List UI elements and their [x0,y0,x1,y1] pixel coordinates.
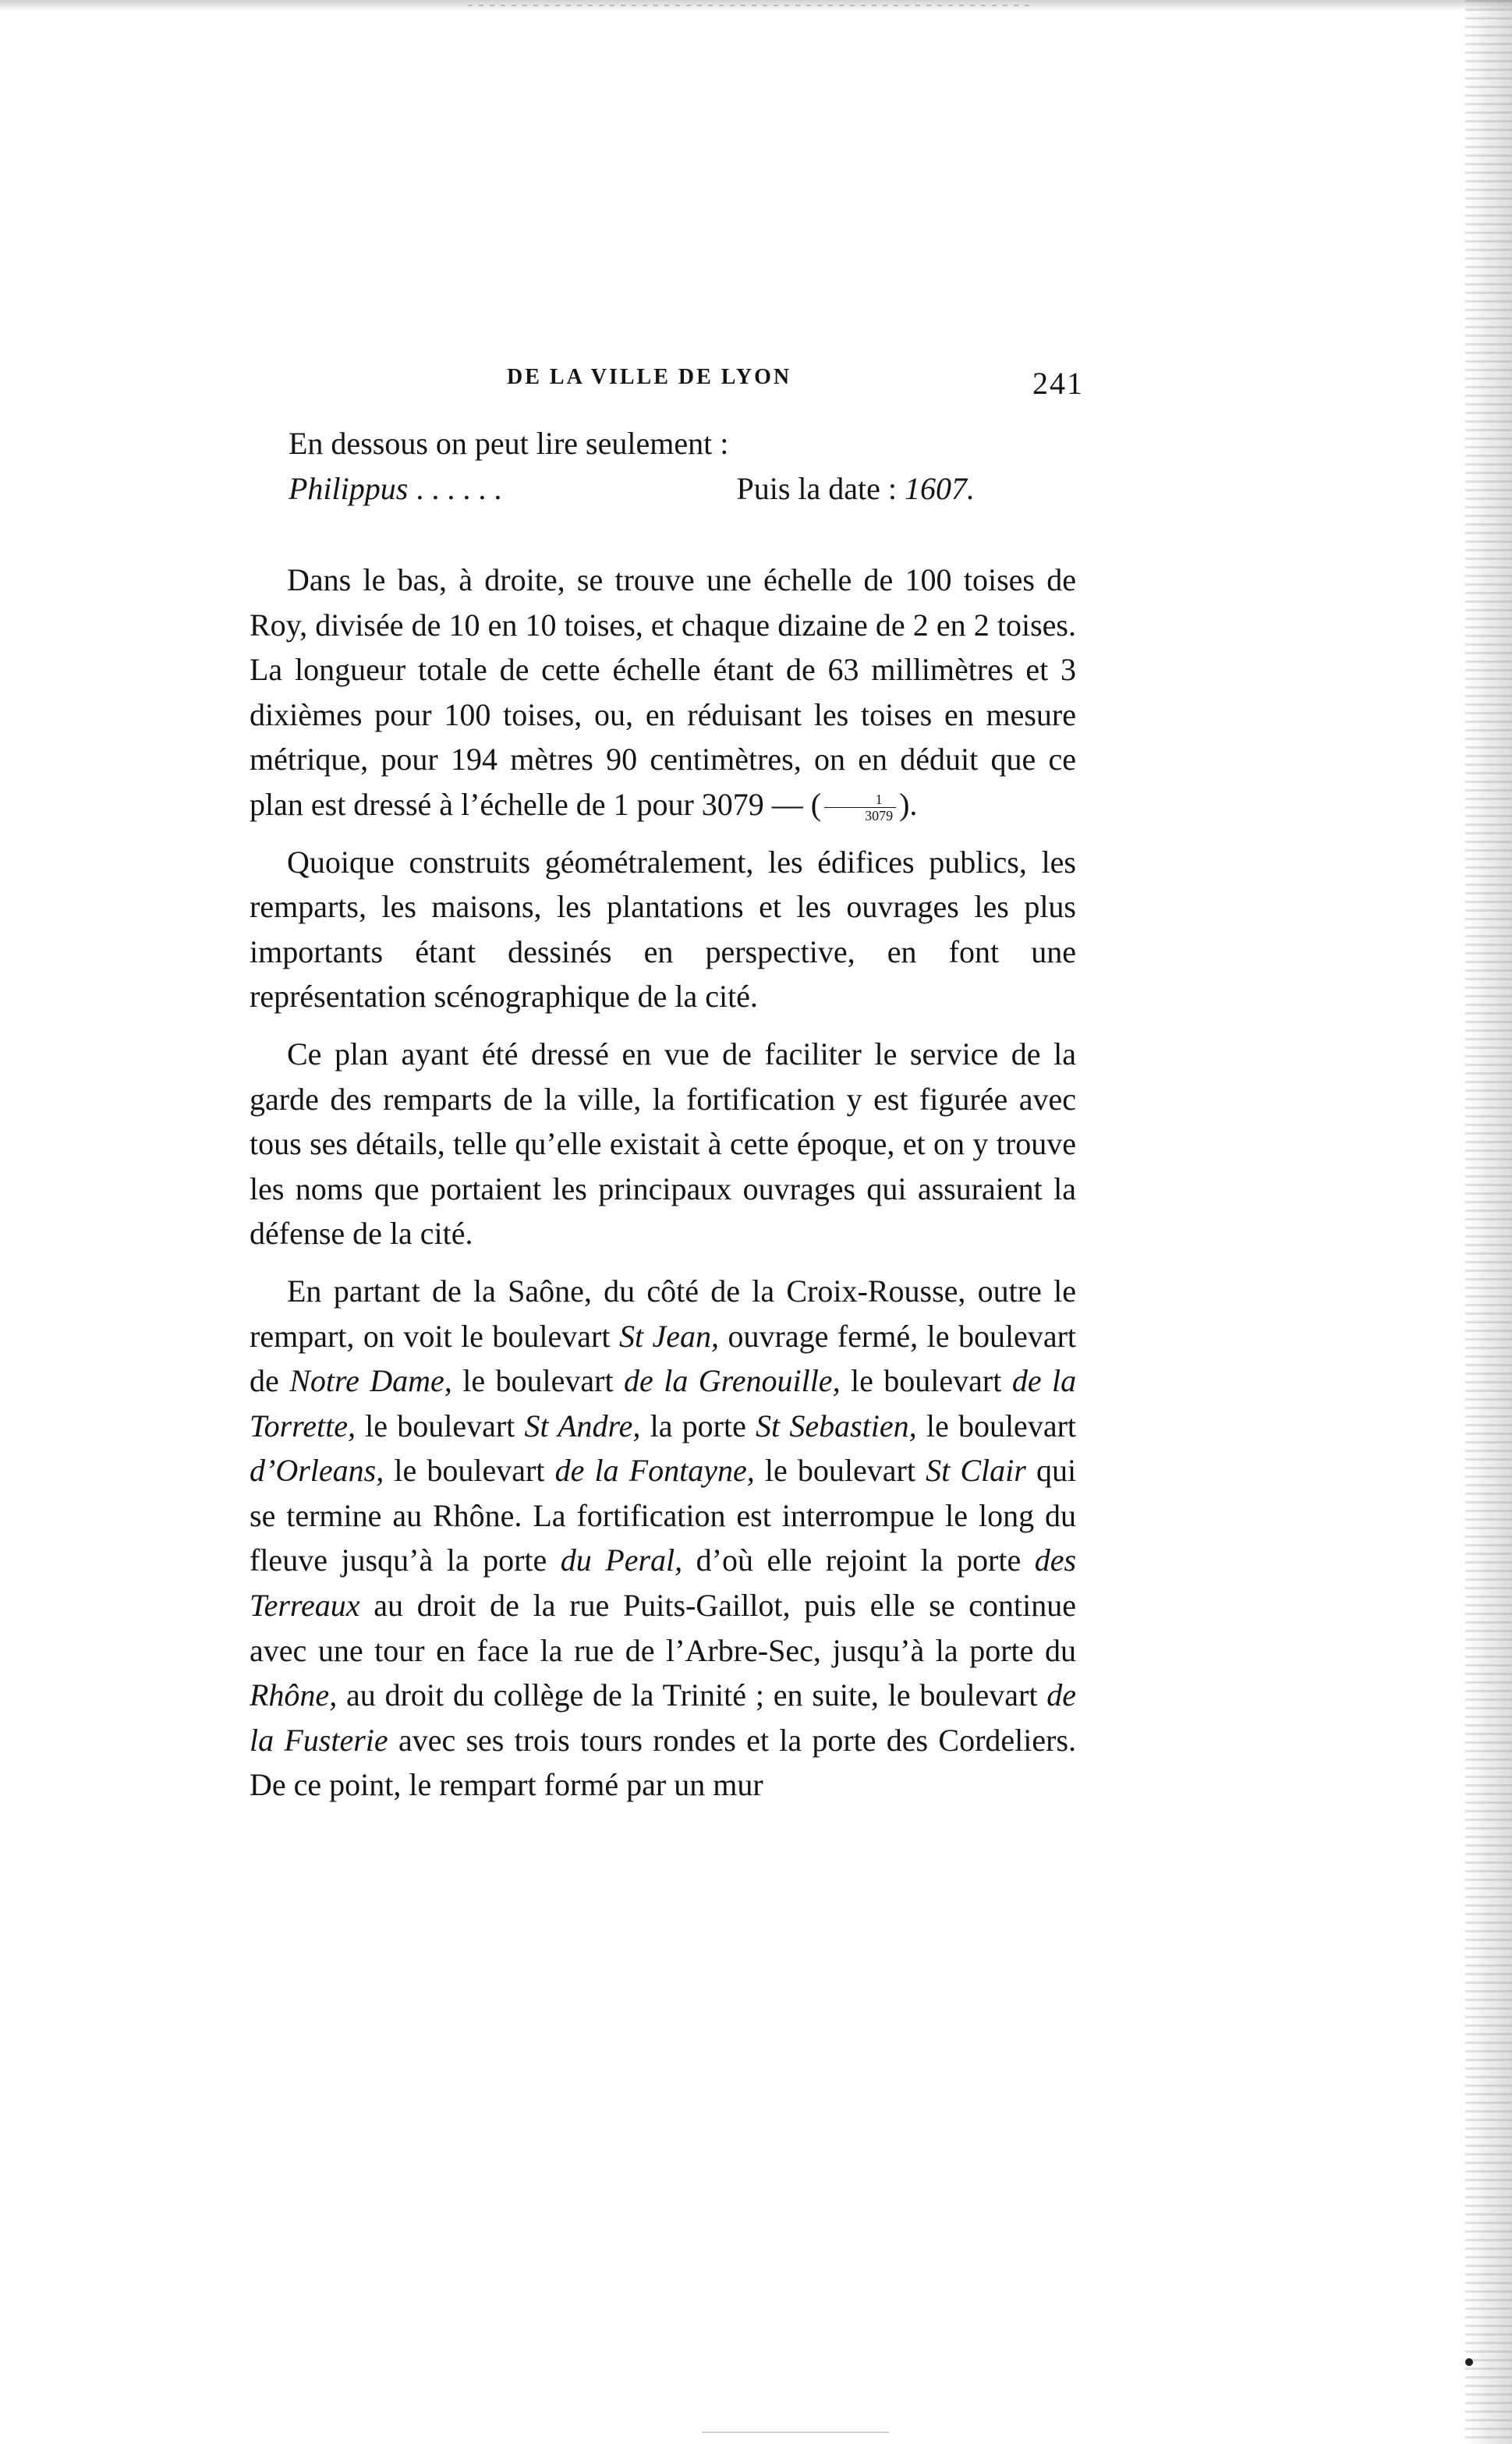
page-number: 241 [1032,366,1084,401]
route-name: de la Torrette, [250,1363,1077,1443]
body-text [250,558,1076,1820]
route-name: de la Fontayne, [554,1453,755,1489]
route-text: le boulevart [764,1453,915,1489]
signature-text: Philippus [289,471,409,506]
route-name: d’Orleans, [250,1453,384,1489]
paragraph-scale [250,558,1076,827]
route-name: du Peral, [560,1543,683,1578]
fraction-open: ( [810,786,822,822]
route-name: Rhône, [250,1677,338,1713]
route-name: des Terreaux [250,1543,1077,1624]
route-name: St Clair [926,1453,1026,1489]
scan-dot [1465,2358,1473,2366]
signature-dots: . . . . . . [416,471,502,506]
route-text: le boulevart [851,1363,1002,1399]
route-text: le boulevart [394,1453,545,1489]
route-text: avec ses trois tours rondes et la porte des Cordeliers. De ce point, le rempart formé par un mur [250,1722,1077,1803]
paragraph-construction: Quoique construits géométralement, les édifices publics, les remparts, les maisons, les plantations et les ouvrages les plus importants étant dessinés en perspective, en font une représentation scénographique de la cité. [250,844,1076,1015]
route-text: ouvrage fermé, le boulevart de [250,1318,1077,1399]
fraction-numerator: 1 [824,792,896,808]
route-name: St Sebastien, [756,1408,917,1443]
route-text: au droit du collège de la Trinité ; en suite, le boulevart [346,1677,1038,1713]
route-text: au droit de la rue Puits-Gaillot, puis elle se continue avec une tour en face la rue de l’Arbre-Sec, jusqu’à la porte du [250,1588,1077,1668]
route-text: qui se termine au Rhône. La fortification est interrompue le long du fleuve jusqu’à la porte [250,1453,1077,1578]
route-text: le boulevart [462,1363,614,1399]
route-name: de la Grenouille, [624,1363,841,1399]
page-header [250,365,1084,404]
route-text: le boulevart [926,1408,1076,1443]
paragraph-fortification: Ce plan ayant été dressé en vue de faciliter le service de la garde des remparts de la ville, la fortification y est figurée avec tous ses détails, telle qu’elle existait à cette époque, et on y trouve les noms que portaient les principaux ouvrages qui assuraient la défense de la cité. [250,1036,1076,1252]
route-name: Notre Dame, [289,1363,452,1399]
scan-edge-top-line [468,5,1029,6]
route-text: En partant de la Saône, du côté de la Croix-Rousse, outre le rempart, on voit le boulevart [250,1273,1076,1354]
route-text: la porte [650,1408,746,1443]
running-title: DE LA VILLE DE LYON [507,365,792,389]
scan-bottom-mark [702,2432,889,2433]
route-text: d’où elle rejoint la porte [696,1543,1022,1578]
intro-block [289,421,1084,512]
date-label: Puis la date : [736,471,897,506]
route-text: le boulevart [365,1408,515,1443]
scale-fraction [824,792,896,824]
scan-edge-right [1465,0,1512,2444]
route-name: de la Fusterie [250,1677,1077,1758]
fraction-close: ). [899,786,918,822]
route-name: St Jean, [618,1318,720,1354]
paragraph-route [250,1269,1076,1808]
intro-signature-line [289,466,975,512]
date-value: 1607. [905,471,975,506]
paragraph-scale-text: Dans le bas, à droite, se trouve une échelle de 100 toises de Roy, divisée de 10 en 10 toises, et chaque dizaine de 2 en 2 toises. La longueur totale de cette échelle étant de 63 millimètres et 3 dixièmes pour 100 toises, ou, en réduisant les toises en mesure métrique, pour 194 mètres 90 centimètres, on en déduit que ce plan est dressé à l’échelle de 1 pour 3079 — [250,562,1076,822]
intro-line: En dessous on peut lire seulement : [289,426,729,461]
route-name: St Andre, [524,1408,641,1443]
fraction-denominator: 3079 [865,808,894,824]
